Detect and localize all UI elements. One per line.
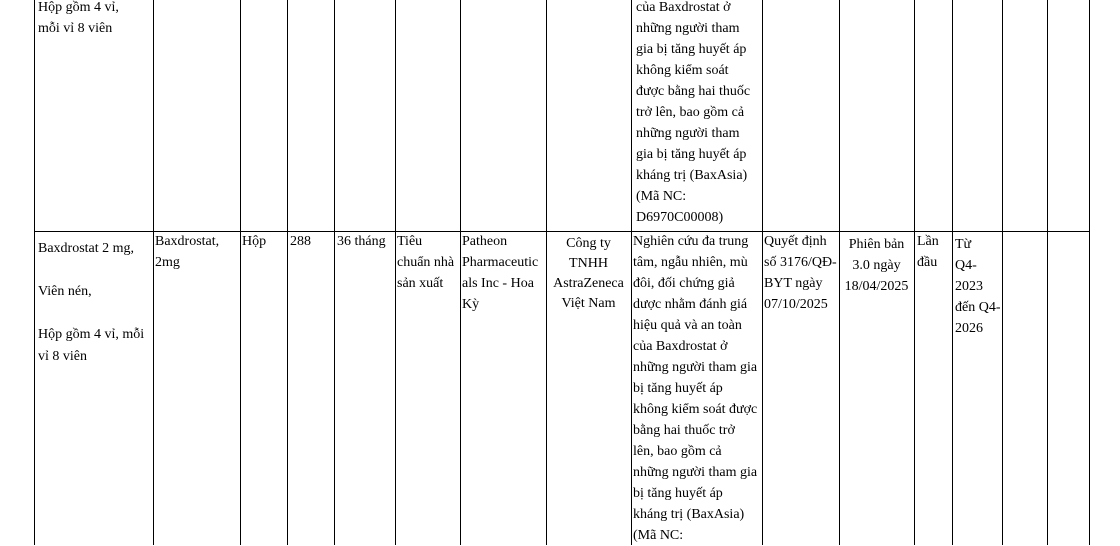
product-name: Baxdrostat 2 mg, Viên nén, Hộp gồm 4 vỉ, mỗi vỉ 8 viên <box>38 241 145 364</box>
column-divider <box>460 0 461 545</box>
research-title: Nghiên cứu đa trung tâm, ngẫu nhiên, mù đôi, đối chứng giả dược nhằm đánh giá hiệu quả và an toàn của Baxdrostat ở những người tham gia bị tăng huyết áp không kiểm soát được bằng hai thuốc trở lên, bao gồm cả những người tham gia bị tăng huyết áp kháng trị (BaxAsia) (Mã NC: <box>633 234 758 543</box>
column-divider <box>1002 0 1003 545</box>
column-divider <box>153 0 154 545</box>
table-border-left <box>34 0 35 545</box>
prev-row-product-name: Hộp gồm 4 vỉ, mỗi vỉ 8 viên <box>38 0 119 36</box>
column-divider <box>334 0 335 545</box>
column-divider <box>914 0 915 545</box>
column-divider <box>631 0 632 545</box>
quality-standard: Tiêu chuẩn nhà sản xuất <box>397 234 455 291</box>
packaging: Hộp <box>242 234 267 249</box>
protocol-version: Phiên bản 3.0 ngày 18/04/2025 <box>844 237 909 294</box>
table-border-right <box>1089 0 1090 545</box>
submission-times: Lần đầu <box>917 234 939 270</box>
importing-company: Công ty TNHH AstraZeneca Việt Nam <box>553 236 624 311</box>
column-divider <box>952 0 953 545</box>
column-divider <box>1047 0 1048 545</box>
column-divider <box>240 0 241 545</box>
approval-decision: Quyết định số 3176/QĐ- BYT ngày 07/10/2025 <box>764 234 837 312</box>
quantity: 288 <box>290 234 311 249</box>
column-divider <box>395 0 396 545</box>
column-divider <box>287 0 288 545</box>
active-ingredient: Baxdrostat, 2mg <box>155 234 220 270</box>
manufacturer: Patheon Pharmaceutic als Inc - Hoa Kỳ <box>462 234 539 312</box>
prev-row-research-title: của Baxdrostat ở những người tham gia bị tăng huyết áp không kiểm soát được bằng hai thuốc trở lên, bao gồm cả những người tham gia bị tăng huyết áp kháng trị (BaxAsia) (Mã NC: D6970C00008) <box>636 0 751 225</box>
study-period: Từ Q4- 2023 đến Q4- 2026 <box>955 237 1001 336</box>
shelf-life: 36 tháng <box>337 234 386 249</box>
